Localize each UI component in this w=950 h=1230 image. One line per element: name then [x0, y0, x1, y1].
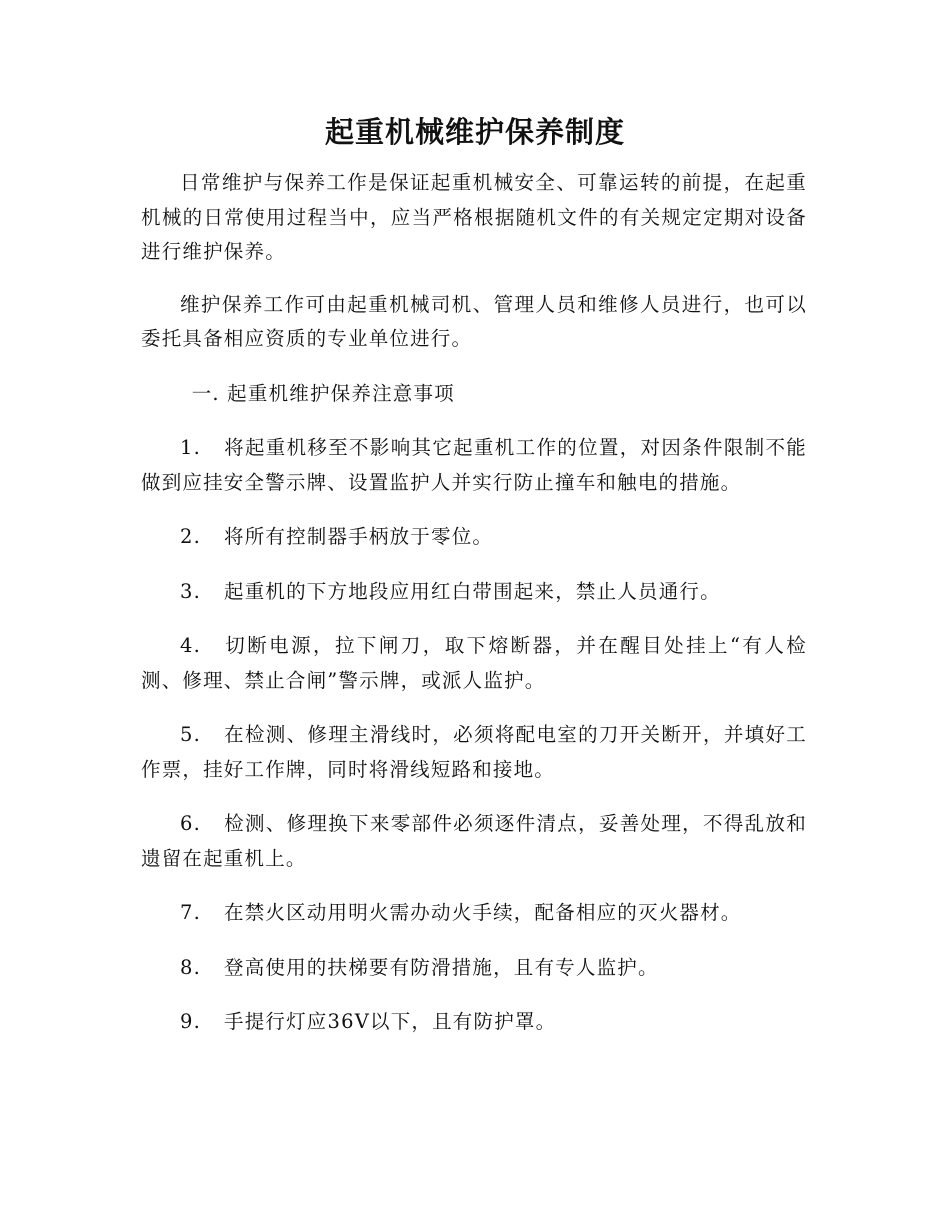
list-item-text: 在禁火区动用明火需办动火手续，配备相应的灭火器材。 [224, 901, 742, 924]
list-item-text: 在检测、修理主滑线时，必须将配电室的刀开关断开，并填好工作票，挂好工作牌，同时将滑线短路和接地。 [141, 723, 807, 781]
list-item [141, 951, 807, 986]
list-item-text: 起重机的下方地段应用红白带围起来，禁止人员通行。 [224, 579, 721, 603]
list-item [141, 807, 807, 876]
list-item-number: 3. [180, 579, 202, 603]
intro-paragraph-1: 日常维护与保养工作是保证起重机械安全、可靠运转的前提，在起重机械的日常使用过程当中，应当严格根据随机文件的有关规定定期对设备进行维护保养。 [141, 171, 807, 263]
list-item-text: 登高使用的扶梯要有防滑措施，且有专人监护。 [224, 955, 659, 979]
intro-paragraph-2: 维护保养工作可由起重机械司机、管理人员和维修人员进行，也可以委托具备相应资质的专业单位进行。 [141, 292, 807, 350]
list-item-text: 切断电源，拉下闸刀，取下熔断器，并在醒目处挂上“有人检测、修理、禁止合闸”警示牌，或派人监护。 [141, 634, 807, 692]
list-item-number: 7. [180, 901, 202, 924]
document-title: 起重机械维护保养制度 [324, 115, 625, 149]
list-item-text: 检测、修理换下来零部件必须逐件清点，妥善处理，不得乱放和遗留在起重机上。 [141, 812, 807, 870]
list-item-number: 2. [180, 525, 202, 548]
list-item-text: 将起重机移至不影响其它起重机工作的位置，对因条件限制不能做到应挂安全警示牌、设置监护人并实行防止撞车和触电的措施。 [141, 436, 807, 494]
list-item [141, 629, 807, 698]
list-item-number: 8. [180, 955, 202, 979]
list-item-text: 将所有控制器手柄放于零位。 [224, 525, 494, 548]
document-body [141, 166, 807, 1040]
list-item-number: 1. [180, 436, 202, 459]
list-item-number: 5. [180, 723, 202, 746]
list-item-number: 4. [180, 634, 202, 657]
section-heading: 一. 起重机维护保养注意事项 [191, 381, 455, 405]
list-item-text: 手提行灯应36V以下，且有防护罩。 [224, 1010, 557, 1033]
list-item [141, 718, 807, 787]
list-item-number: 6. [180, 812, 202, 835]
list-item [141, 520, 807, 555]
list-item [141, 1005, 807, 1040]
list-item [141, 896, 807, 931]
list-item-number: 9. [180, 1010, 202, 1033]
list-item [141, 575, 807, 610]
list-item [141, 431, 807, 500]
